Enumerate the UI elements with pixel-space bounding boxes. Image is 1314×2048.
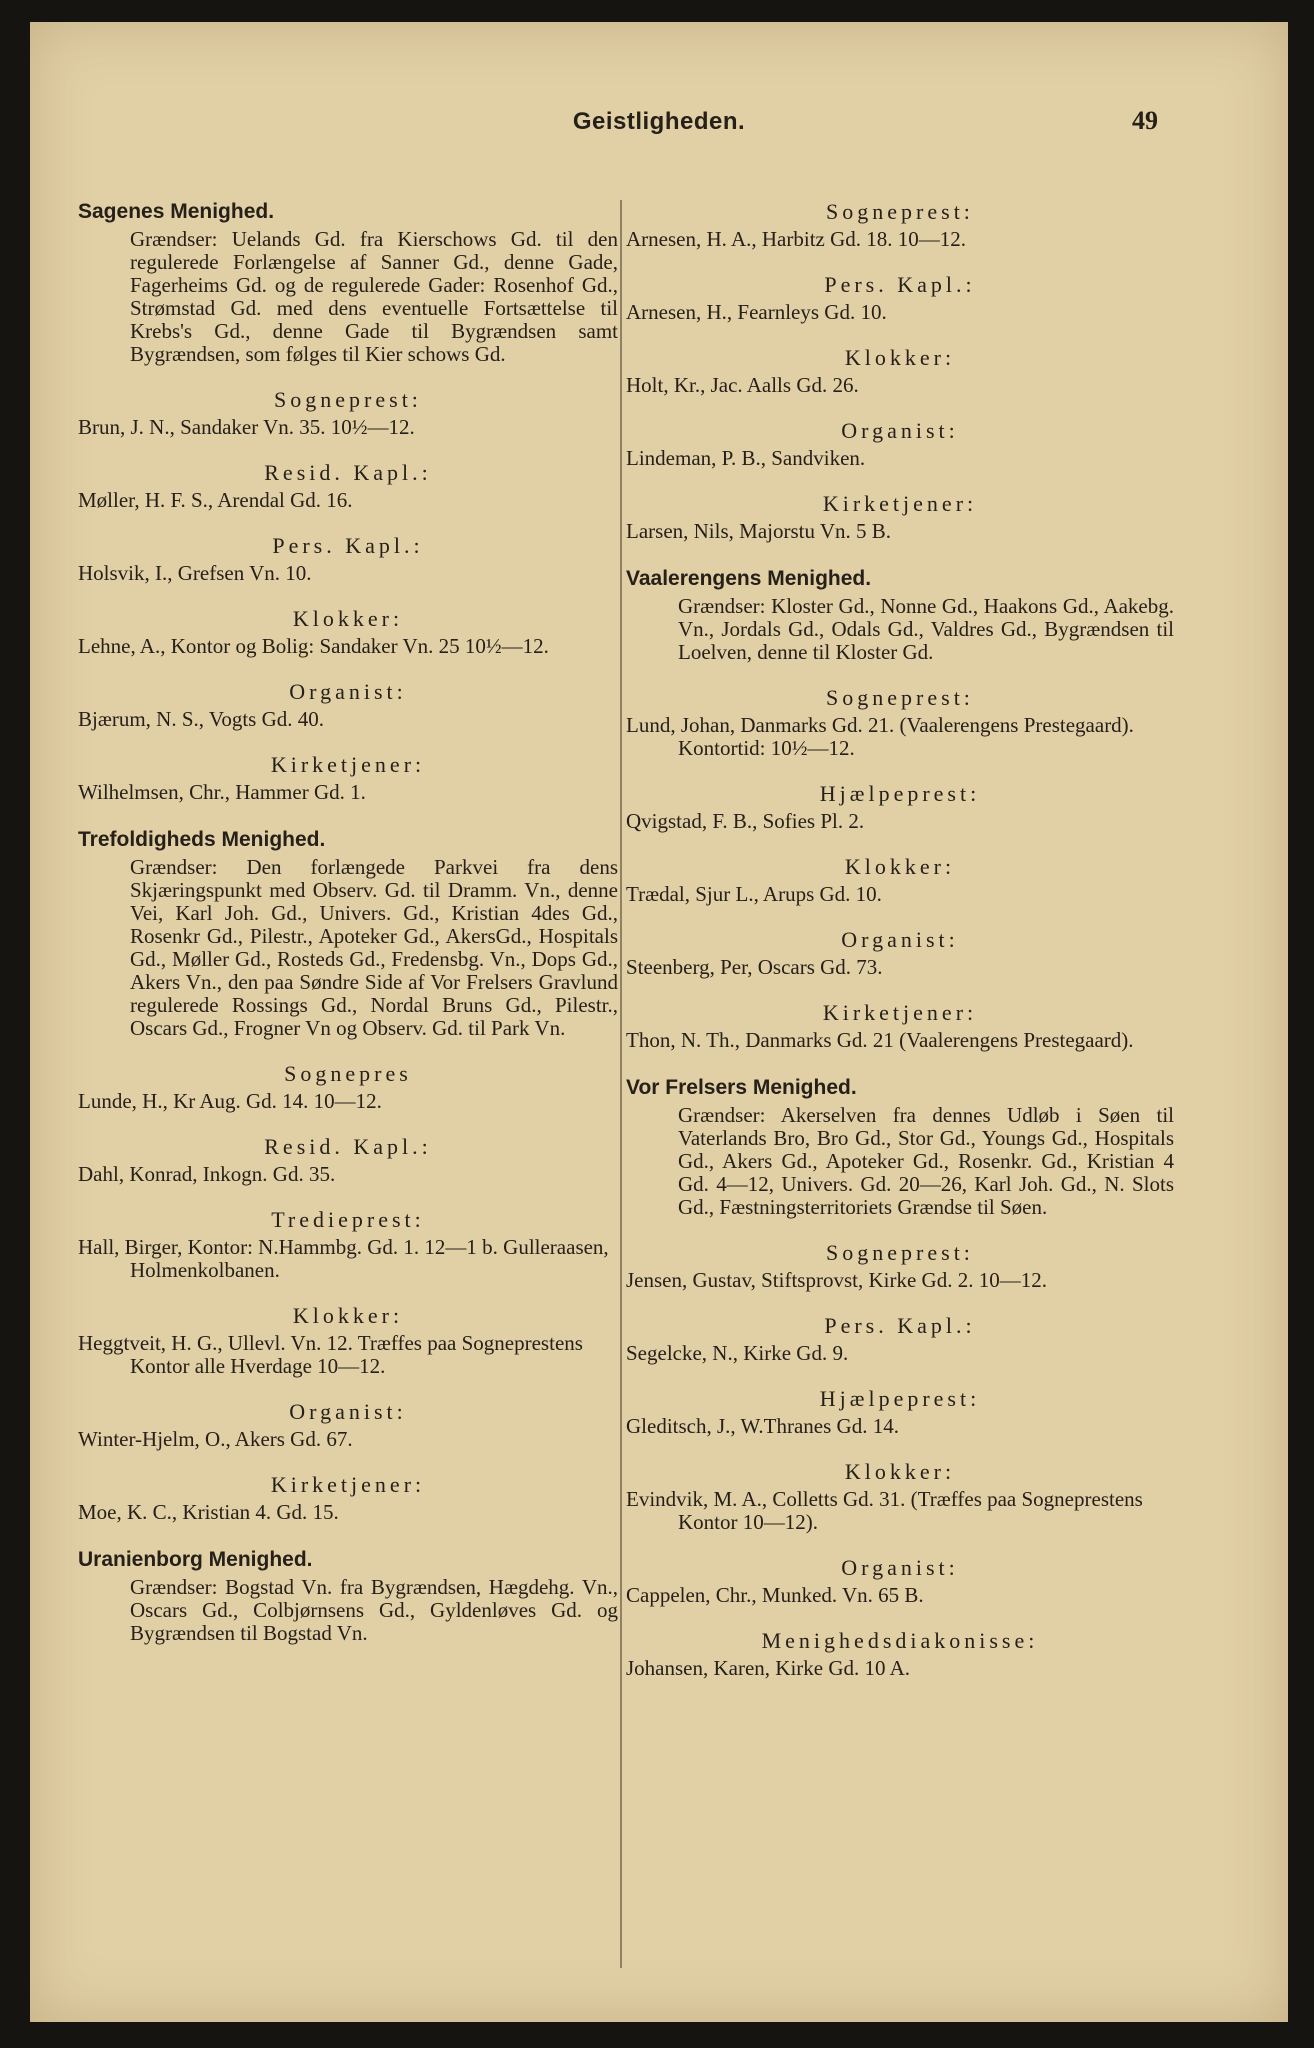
clergy-role: Resid. Kapl.: [264,1134,432,1159]
parish-borders: Grændser: Akerselven fra dennes Udløb i Søen til Vaterlands Bro, Bro Gd., Stor Gd., Youngs Gd., Hospitals Gd., Akers Gd., Apoteker Gd., Rosenkr. Gd., Kristian 4 Gd. 4—12, Univers. Gd. 20—26, Karl Joh. Gd., N. Slots Gd., Fæstningsterritoriets Grændse til Søen. [678,1103,1174,1219]
clergy-role: Sognepres [284,1061,412,1086]
clergy-entry: Gleditsch, J., W.Thranes Gd. 14. [626,1414,899,1438]
clergy-role: Sogneprest: [826,1240,974,1265]
clergy-entry: Evindvik, M. A., Colletts Gd. 31. (Træffes paa Sogneprestens Kontor 10—12). [626,1487,1143,1534]
clergy-role: Klokker: [292,606,404,631]
clergy-role: Organist: [841,418,959,443]
clergy-entry: Lehne, A., Kontor og Bolig: Sandaker Vn. 25 10½—12. [78,634,549,658]
clergy-entry: Møller, H. F. S., Arendal Gd. 16. [78,488,353,512]
clergy-role: Klokker: [844,345,956,370]
right-column [626,198,1174,1702]
clergy-entry: Lund, Johan, Danmarks Gd. 21. (Vaalerengens Prestegaard). Kontortid: 10½—12. [626,713,1134,760]
clergy-role: Kirketjener: [822,1000,978,1025]
parish-section [78,826,618,1524]
clergy-role: Sogneprest: [826,199,974,224]
clergy-entry: Heggtveit, H. G., Ullevl. Vn. 12. Træffes paa Sogneprestens Kontor alle Hverdage 10—12. [78,1331,583,1378]
clergy-entry: Arnesen, H., Fearnleys Gd. 10. [626,300,887,324]
parish-section [626,565,1174,1052]
parish-borders: Grændser: Kloster Gd., Nonne Gd., Haakons Gd., Aakebg. Vn., Jordals Gd., Odals Gd., Valdres Gd., Bygrændsen til Loelven, denne til Kloster Gd. [678,594,1174,664]
clergy-entry: Segelcke, N., Kirke Gd. 9. [626,1341,849,1365]
clergy-entry: Qvigstad, F. B., Sofies Pl. 2. [626,809,865,833]
clergy-entry: Larsen, Nils, Majorstu Vn. 5 B. [626,519,892,543]
book-page [30,22,1288,2022]
clergy-role: Kirketjener: [822,491,978,516]
clergy-role: Resid. Kapl.: [264,460,432,485]
clergy-role: Klokker: [292,1303,404,1328]
parish-borders: Grændser: Uelands Gd. fra Kierschows Gd. til den regulerede Forlængelse af Sanner Gd., denne Gade, Fagerheims Gd. og de regulerede Gader: Rosenhof Gd., Strømstad Gd. med dens eventuelle Fortsættelse til Krebs's Gd., denne Gade til Bygrændsen samt Bygrændsen, som følges til Kier schows Gd. [130,227,618,366]
clergy-role: Organist: [289,1399,407,1424]
parish-borders: Grændser: Den forlængede Parkvei fra dens Skjæringspunkt med Observ. Gd. til Dramm. Vn., denne Vei, Karl Joh. Gd., Univers. Gd., Kristian 4des Gd., Rosenkr Gd., Pilestr., Apoteker Gd., AkersGd., Hospitals Gd., Møller Gd., Rosteds Gd., Fredensbg. Vn., Dops Gd., Akers Vn., den paa Søndre Side af Vor Frelsers Gravlund regulerede Rossings Gd., Nordal Bruns Gd., Pilestr., Oscars Gd., Frogner Vn og Observ. Gd. til Park Vn. [130,855,618,1040]
clergy-entry: Lindeman, P. B., Sandviken. [626,446,866,470]
clergy-role: Kirketjener: [270,752,426,777]
clergy-role: Hjælpeprest: [819,1386,981,1411]
column-divider [620,200,622,1968]
clergy-entry: Trædal, Sjur L., Arups Gd. 10. [626,882,882,906]
page-number: 49 [1132,106,1158,135]
parish-title: Vor Frelsers Menighed. [626,1076,857,1099]
clergy-role: Klokker: [844,854,956,879]
parish-title: Vaalerengens Menighed. [626,567,872,590]
parish-section [626,1074,1174,1680]
parish-title: Uranienborg Menighed. [78,1548,313,1571]
parish-section [626,198,1174,543]
clergy-entry: Johansen, Karen, Kirke Gd. 10 A. [626,1656,911,1680]
clergy-role: Sogneprest: [826,685,974,710]
clergy-entry: Steenberg, Per, Oscars Gd. 73. [626,955,883,979]
clergy-role: Sogneprest: [274,387,422,412]
parish-section [78,1546,618,1645]
clergy-entry: Wilhelmsen, Chr., Hammer Gd. 1. [78,780,366,804]
clergy-entry: Winter-Hjelm, O., Akers Gd. 67. [78,1427,353,1451]
clergy-role: Organist: [289,679,407,704]
left-column [78,198,618,1667]
clergy-role: Kirketjener: [270,1472,426,1497]
page-title: Geistligheden. [572,108,746,135]
clergy-entry: Moe, K. C., Kristian 4. Gd. 15. [78,1500,339,1524]
clergy-role: Organist: [841,927,959,952]
clergy-entry: Lunde, H., Kr Aug. Gd. 14. 10—12. [78,1089,382,1113]
clergy-entry: Brun, J. N., Sandaker Vn. 35. 10½—12. [78,415,415,439]
parish-section [78,198,618,804]
clergy-entry: Cappelen, Chr., Munked. Vn. 65 B. [626,1583,924,1607]
clergy-entry: Arnesen, H. A., Harbitz Gd. 18. 10—12. [626,227,967,251]
clergy-role: Hjælpeprest: [819,781,981,806]
clergy-entry: Hall, Birger, Kontor: N.Hammbg. Gd. 1. 12—1 b. Gulleraasen, Holmenkolbanen. [78,1235,609,1282]
parish-title: Trefoldigheds Menighed. [78,828,326,851]
clergy-role: Pers. Kapl.: [824,1313,976,1338]
clergy-entry: Thon, N. Th., Danmarks Gd. 21 (Vaalerengens Prestegaard). [626,1028,1134,1052]
clergy-entry: Bjærum, N. S., Vogts Gd. 40. [78,707,325,731]
clergy-role: Klokker: [844,1459,956,1484]
clergy-role: Pers. Kapl.: [272,533,424,558]
clergy-role: Pers. Kapl.: [824,272,976,297]
clergy-entry: Holt, Kr., Jac. Aalls Gd. 26. [626,373,859,397]
clergy-entry: Holsvik, I., Grefsen Vn. 10. [78,561,312,585]
clergy-entry: Jensen, Gustav, Stiftsprovst, Kirke Gd. 2. 10—12. [626,1268,1047,1292]
clergy-role: Tredieprest: [271,1207,425,1232]
parish-title: Sagenes Menighed. [78,200,275,223]
clergy-role: Organist: [841,1555,959,1580]
clergy-entry: Dahl, Konrad, Inkogn. Gd. 35. [78,1162,336,1186]
parish-borders: Grændser: Bogstad Vn. fra Bygrændsen, Hægdehg. Vn., Oscars Gd., Colbjørnsens Gd., Gyldenløves Gd. og Bygrændsen til Bogstad Vn. [130,1575,618,1645]
clergy-role: Menighedsdiakonisse: [761,1628,1039,1653]
